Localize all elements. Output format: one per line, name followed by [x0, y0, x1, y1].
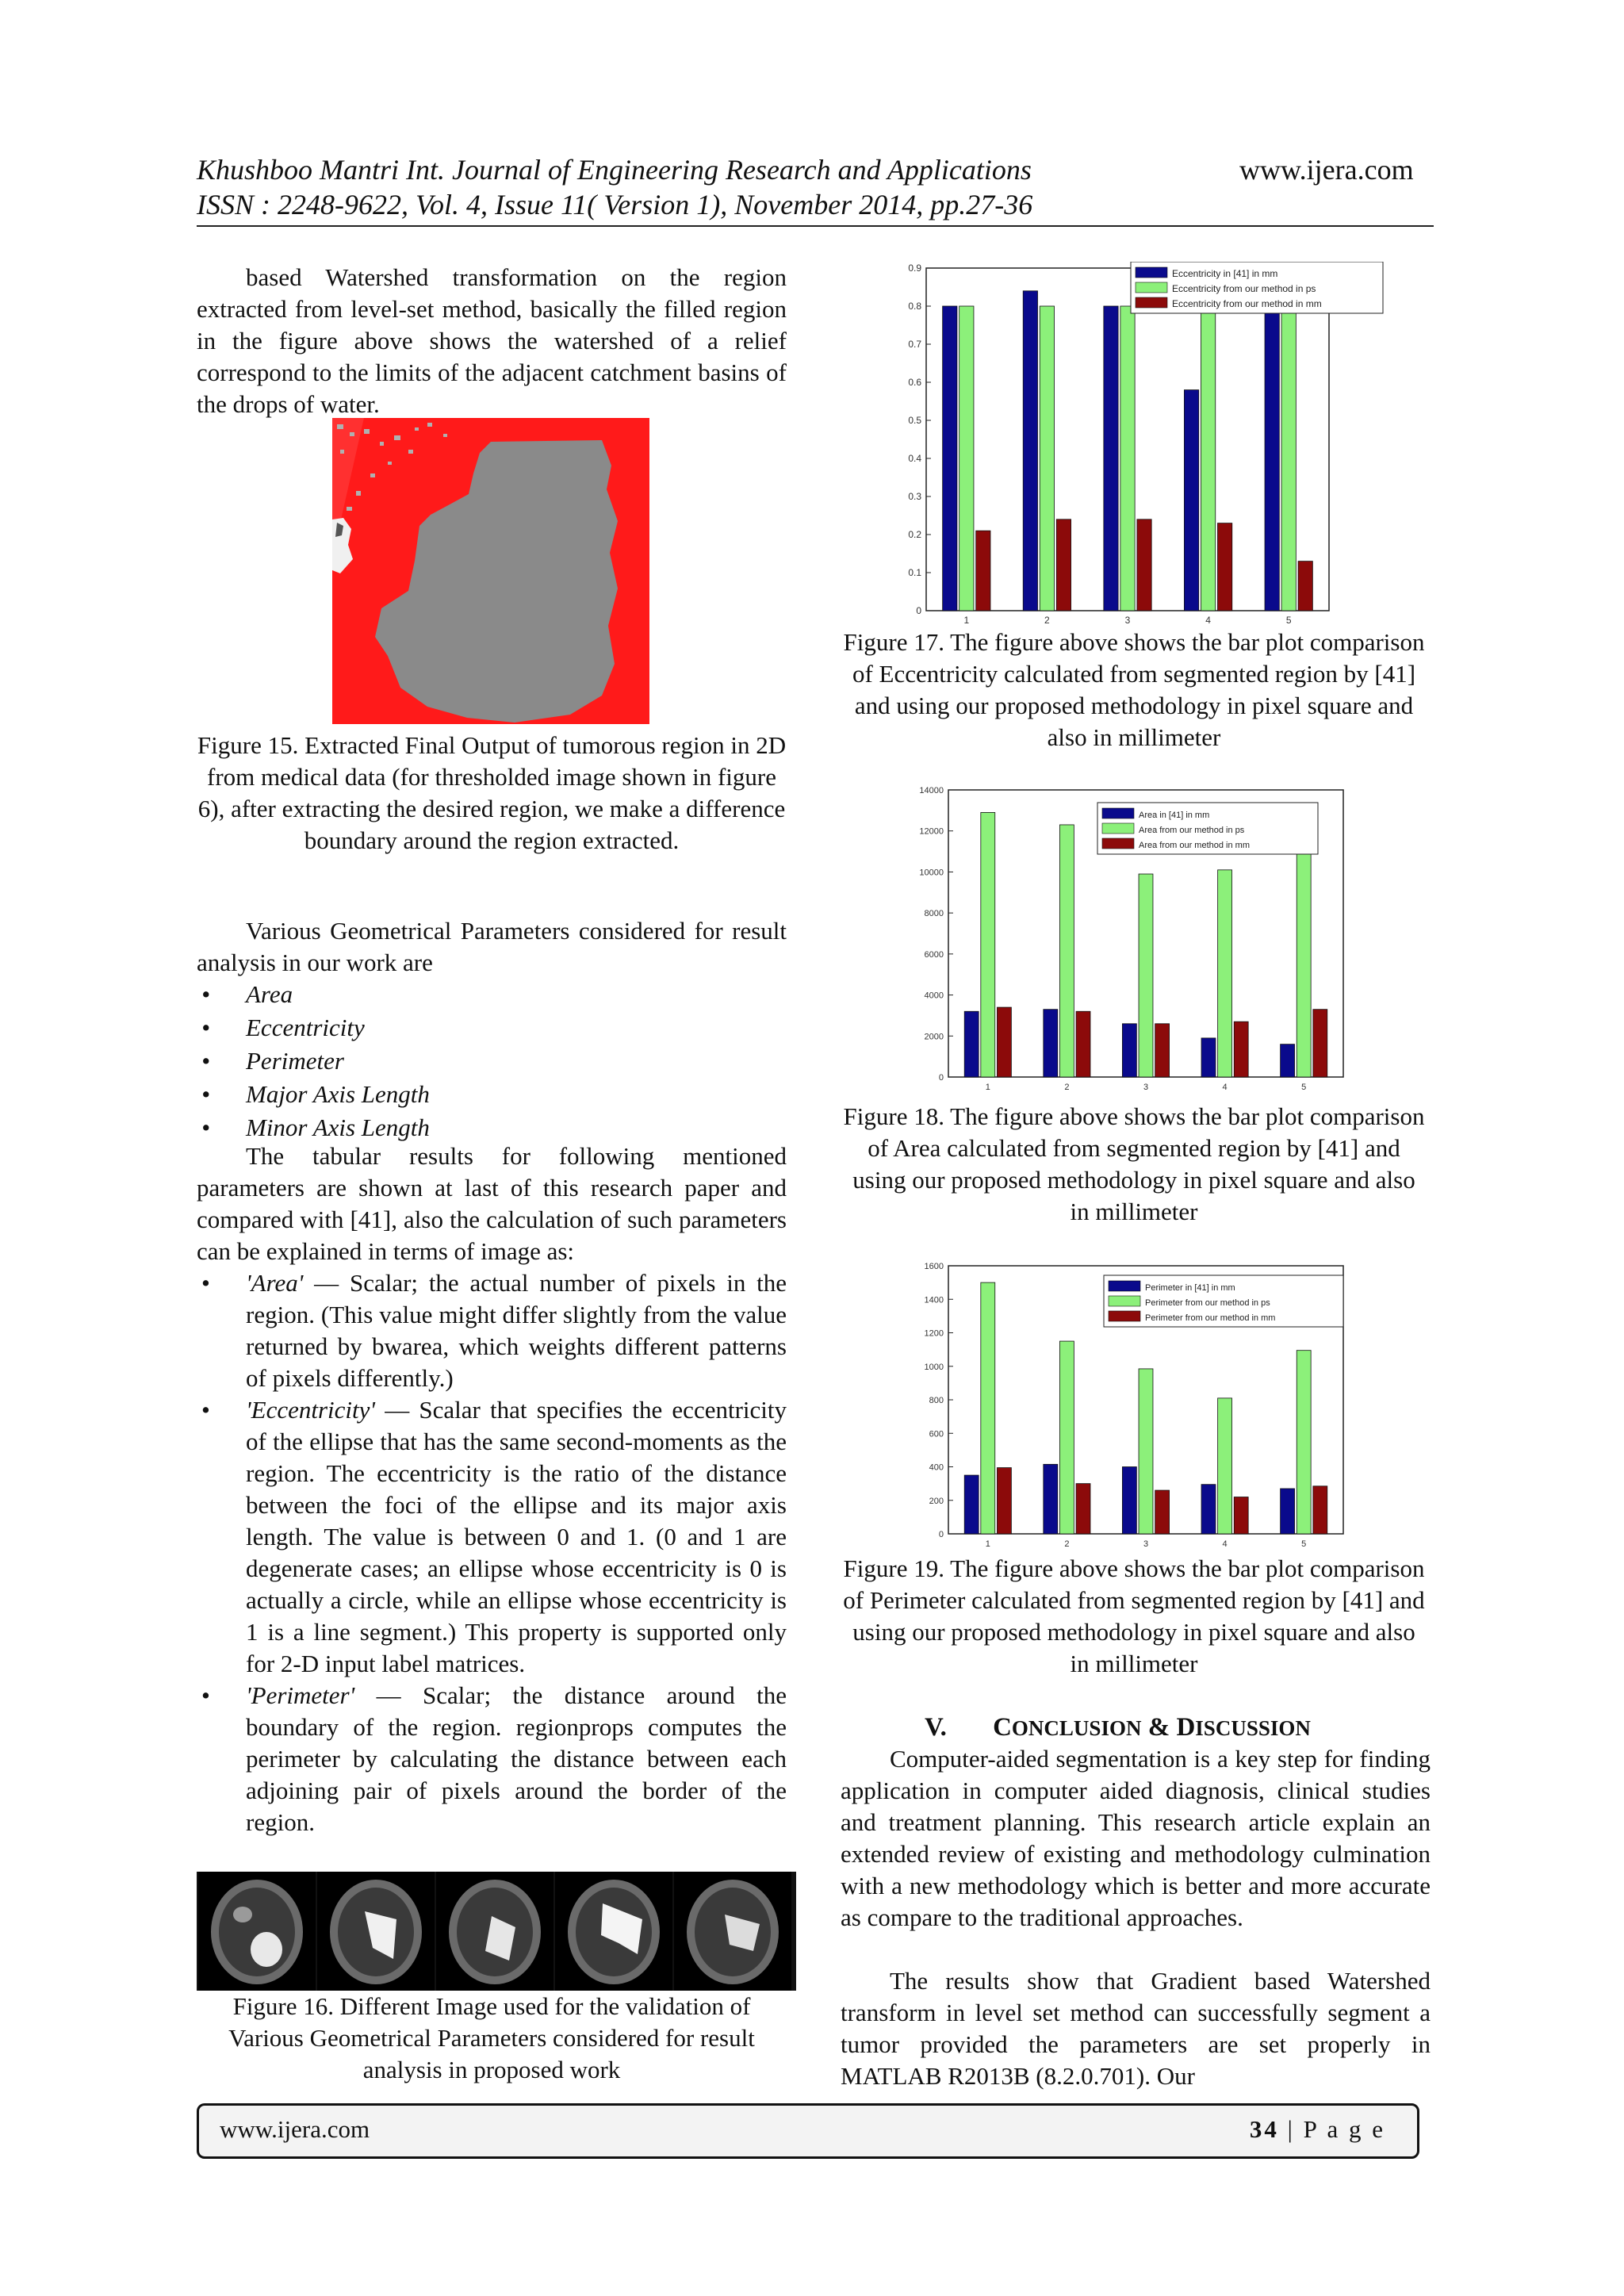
y-tick-label: 0.3	[908, 491, 921, 502]
page-footer	[197, 2103, 1419, 2159]
x-tick-label: 5	[1301, 1539, 1307, 1549]
legend-swatch	[1109, 1311, 1140, 1321]
y-tick-label: 0	[938, 1073, 944, 1083]
header-rule	[197, 225, 1434, 227]
x-tick-label: 1	[963, 615, 970, 626]
y-tick-label: 0.5	[908, 415, 921, 426]
term-area: 'Area'	[246, 1269, 304, 1297]
legend-swatch	[1102, 838, 1134, 849]
definition-list	[197, 1267, 787, 1838]
bar	[1218, 1398, 1232, 1534]
mri-slice	[436, 1872, 553, 1991]
bar	[1139, 1369, 1153, 1534]
legend-swatch	[1136, 297, 1167, 308]
y-tick-label: 10000	[919, 868, 944, 878]
section-title-initial: D	[1176, 1713, 1196, 1742]
bar	[1313, 1010, 1327, 1077]
legend-label: Area from our method in ps	[1139, 826, 1245, 835]
bar	[959, 306, 974, 611]
tumor-segmentation-svg	[332, 418, 649, 724]
footer-url[interactable]: www.ijera.com	[220, 2115, 370, 2143]
bar	[1155, 1490, 1170, 1534]
bar	[943, 306, 957, 611]
x-tick-label: 1	[985, 1539, 990, 1549]
page-number	[1250, 2115, 1385, 2144]
x-tick-label: 1	[985, 1083, 990, 1092]
term-eccentricity: 'Eccentricity'	[246, 1396, 376, 1424]
bar	[1023, 291, 1037, 611]
figure-16-caption: Figure 16. Different Image used for the validation of Various Geometrical Parameters considered for result analysis in proposed work	[228, 1992, 755, 2083]
section-number: V.	[925, 1713, 947, 1742]
legend-label: Eccentricity in [41] in mm	[1172, 268, 1278, 279]
bar	[1298, 562, 1312, 611]
bar	[1297, 1351, 1311, 1534]
y-tick-label: 4000	[924, 991, 944, 1001]
y-tick-label: 0	[938, 1530, 944, 1539]
bar	[1201, 1038, 1216, 1077]
parameter-list	[197, 979, 787, 1144]
bar	[1234, 1022, 1248, 1077]
right-para-2: The results show that Gradient based Watershed transform in level set method can successfully segment a tumor provided the parameters are set properly in MATLAB R2013B (8.2.0.701). Our	[841, 1967, 1431, 2090]
y-tick-label: 0	[916, 605, 921, 616]
x-tick-label: 5	[1285, 615, 1292, 626]
y-tick-label: 14000	[919, 786, 944, 795]
bar	[1155, 1024, 1170, 1077]
bar	[976, 531, 990, 611]
bar	[1040, 306, 1054, 611]
legend-swatch	[1109, 1281, 1140, 1291]
bar	[1059, 825, 1074, 1077]
bar	[1297, 822, 1311, 1077]
legend-label: Area in [41] in mm	[1139, 811, 1210, 820]
definition-perimeter	[197, 1680, 787, 1838]
bar	[1313, 1486, 1327, 1534]
bar	[1218, 870, 1232, 1077]
bar	[1139, 874, 1153, 1077]
list-item: • Perimeter	[197, 1045, 787, 1077]
x-tick-label: 3	[1143, 1539, 1149, 1549]
y-tick-label: 0.8	[908, 301, 921, 312]
bar	[1281, 306, 1296, 611]
bar	[1076, 1484, 1090, 1534]
x-tick-label: 2	[1064, 1539, 1070, 1549]
bar	[1120, 306, 1135, 611]
figure-18-caption: Figure 18. The figure above shows the bar plot comparison of Area calculated from segmented region by [41] and using our proposed methodology in pixel square and also in millimeter	[843, 1102, 1425, 1225]
area-bar-chart	[885, 784, 1350, 1094]
section-title-amp: &	[1141, 1713, 1177, 1742]
bar	[964, 1475, 979, 1534]
left-para-3: The tabular results for following mentioned parameters are shown at last of this research paper and compared with [41], also the calculation of such parameters can be explained in terms of image as:	[197, 1142, 787, 1265]
x-tick-label: 5	[1301, 1083, 1307, 1092]
legend-label: Eccentricity from our method in ps	[1172, 283, 1316, 294]
y-tick-label: 12000	[919, 826, 944, 837]
legend-label: Perimeter in [41] in mm	[1145, 1283, 1235, 1293]
left-para-1: based Watershed transformation on the region extracted from level-set method, basically the filled region in the figure above shows the watershed of a relief correspond to the limits of the adjacent catchment basins of the drops of water.	[197, 263, 787, 418]
bar	[997, 1468, 1011, 1534]
x-tick-label: 2	[1064, 1083, 1070, 1092]
definition-text: — Scalar that specifies the eccentricity of the ellipse that has the same second-moments as the region. The eccentricity is the ratio of the distance between the foci of the ellipse and its major axis length. The value is between 0 and 1. (0 and 1 are degenerate cases; an ellipse whose eccentricity is 0 is actually a circle, while an ellipse whose eccentricity is 1 is a line segment.) This property is supported only for 2-D input label matrices.	[246, 1396, 787, 1677]
list-item: • Major Axis Length	[197, 1079, 787, 1110]
bar	[1044, 1010, 1058, 1077]
section-title-word: ONCLUSION	[1011, 1716, 1142, 1740]
y-tick-label: 6000	[924, 949, 944, 960]
mri-slice	[317, 1872, 435, 1991]
eccentricity-bar-chart	[885, 262, 1385, 633]
x-tick-label: 4	[1222, 1083, 1228, 1092]
y-tick-label: 0.7	[908, 339, 921, 350]
mri-slice	[555, 1872, 672, 1991]
mri-slice	[674, 1872, 791, 1991]
bar	[1122, 1024, 1136, 1077]
bar	[1281, 1045, 1295, 1077]
y-tick-label: 200	[929, 1496, 944, 1506]
y-tick-label: 600	[929, 1429, 944, 1439]
legend-label: Eccentricity from our method in mm	[1172, 298, 1322, 309]
mri-slice	[198, 1872, 316, 1991]
figure-16-image-strip	[197, 1872, 796, 1991]
journal-url[interactable]: www.ijera.com	[1239, 154, 1414, 186]
y-tick-label: 0.1	[908, 567, 921, 578]
y-tick-label: 1600	[924, 1262, 944, 1271]
y-tick-label: 1400	[924, 1295, 944, 1305]
x-tick-label: 3	[1124, 615, 1131, 626]
list-item: • Area	[197, 979, 787, 1010]
definition-text: — Scalar; the distance around the boundary of the region. regionprops computes the perimeter by calculating the distance between each adjoining pair of pixels around the border of the region.	[246, 1681, 787, 1836]
y-tick-label: 1200	[924, 1328, 944, 1339]
y-tick-label: 0.4	[908, 453, 921, 464]
figure-15-caption: Figure 15. Extracted Final Output of tumorous region in 2D from medical data (for thresholded image shown in figure 6), after extracting the desired region, we make a difference boundary around the region extracted.	[197, 731, 787, 854]
legend-swatch	[1102, 823, 1134, 834]
y-tick-label: 0.2	[908, 529, 921, 540]
section-title-word: ISCUSSION	[1195, 1716, 1311, 1740]
journal-title: Khushboo Mantri Int. Journal of Engineering Research and Applications	[197, 154, 1032, 186]
left-para-2: Various Geometrical Parameters considered for result analysis in our work are	[197, 917, 787, 976]
y-tick-label: 2000	[924, 1032, 944, 1042]
section-heading	[925, 1711, 1311, 1744]
bar	[981, 1282, 995, 1534]
definition-text: — Scalar; the actual number of pixels in the region. (This value might differ slightly from the value returned by bwarea, which weights different patterns of pixels differently.)	[246, 1269, 787, 1392]
term-perimeter: 'Perimeter'	[246, 1681, 355, 1709]
bar	[981, 812, 995, 1077]
bar	[1044, 1464, 1058, 1534]
figure-17-caption: Figure 17. The figure above shows the bar plot comparison of Eccentricity calculated from segmented region by [41] and using our proposed methodology in pixel square and also in millimeter	[843, 628, 1425, 751]
x-tick-label: 2	[1044, 615, 1050, 626]
bar	[1281, 1489, 1295, 1534]
bar	[1122, 1467, 1136, 1535]
bar	[1059, 1341, 1074, 1534]
bar	[1234, 1497, 1248, 1534]
page-number-value: 34	[1249, 2115, 1279, 2143]
y-tick-label: 0.6	[908, 377, 921, 388]
y-tick-label: 400	[929, 1462, 944, 1473]
legend-swatch	[1136, 267, 1167, 278]
bar	[1076, 1011, 1090, 1077]
bar	[1104, 306, 1118, 611]
list-item: • Eccentricity	[197, 1012, 787, 1044]
legend-label: Perimeter from our method in mm	[1145, 1313, 1276, 1323]
x-tick-label: 4	[1222, 1539, 1228, 1549]
legend-swatch	[1109, 1296, 1140, 1306]
perimeter-bar-chart	[885, 1259, 1350, 1553]
legend-label: Area from our method in mm	[1139, 841, 1250, 850]
section-title-initial: C	[993, 1713, 1012, 1742]
definition-eccentricity	[197, 1394, 787, 1680]
bar	[1201, 306, 1215, 611]
x-tick-label: 4	[1205, 615, 1211, 626]
bar	[1056, 519, 1071, 611]
page-label: | P a g e	[1278, 2115, 1385, 2143]
legend-swatch	[1136, 282, 1167, 293]
list-item: • Minor Axis Length	[197, 1112, 787, 1144]
bar	[1137, 519, 1151, 611]
bar	[1184, 390, 1198, 611]
x-tick-label: 3	[1143, 1083, 1149, 1092]
issn-line: ISSN : 2248-9622, Vol. 4, Issue 11( Version 1), November 2014, pp.27-36	[197, 189, 1033, 220]
bar	[964, 1011, 979, 1077]
legend-label: Perimeter from our method in ps	[1145, 1298, 1270, 1308]
figure-15-image	[332, 418, 649, 724]
y-tick-label: 800	[929, 1396, 944, 1405]
y-tick-label: 0.9	[908, 263, 921, 274]
bar	[997, 1007, 1011, 1077]
y-tick-label: 1000	[924, 1362, 944, 1372]
definition-area	[197, 1267, 787, 1394]
right-para-1: Computer-aided segmentation is a key step for finding application in computer aided diagnosis, clinical studies and treatment planning. This research article explain an extended review of existing and methodology culmination with a new methodology which is better and more accurate as compare to the traditional approaches.	[841, 1745, 1431, 1931]
bar	[1217, 523, 1231, 611]
legend-swatch	[1102, 808, 1134, 818]
bar	[1265, 306, 1279, 611]
y-tick-label: 8000	[924, 909, 944, 919]
figure-19-caption: Figure 19. The figure above shows the bar plot comparison of Perimeter calculated from segmented region by [41] and using our proposed methodology in pixel square and also in millimeter	[843, 1554, 1425, 1677]
bar	[1201, 1485, 1216, 1534]
